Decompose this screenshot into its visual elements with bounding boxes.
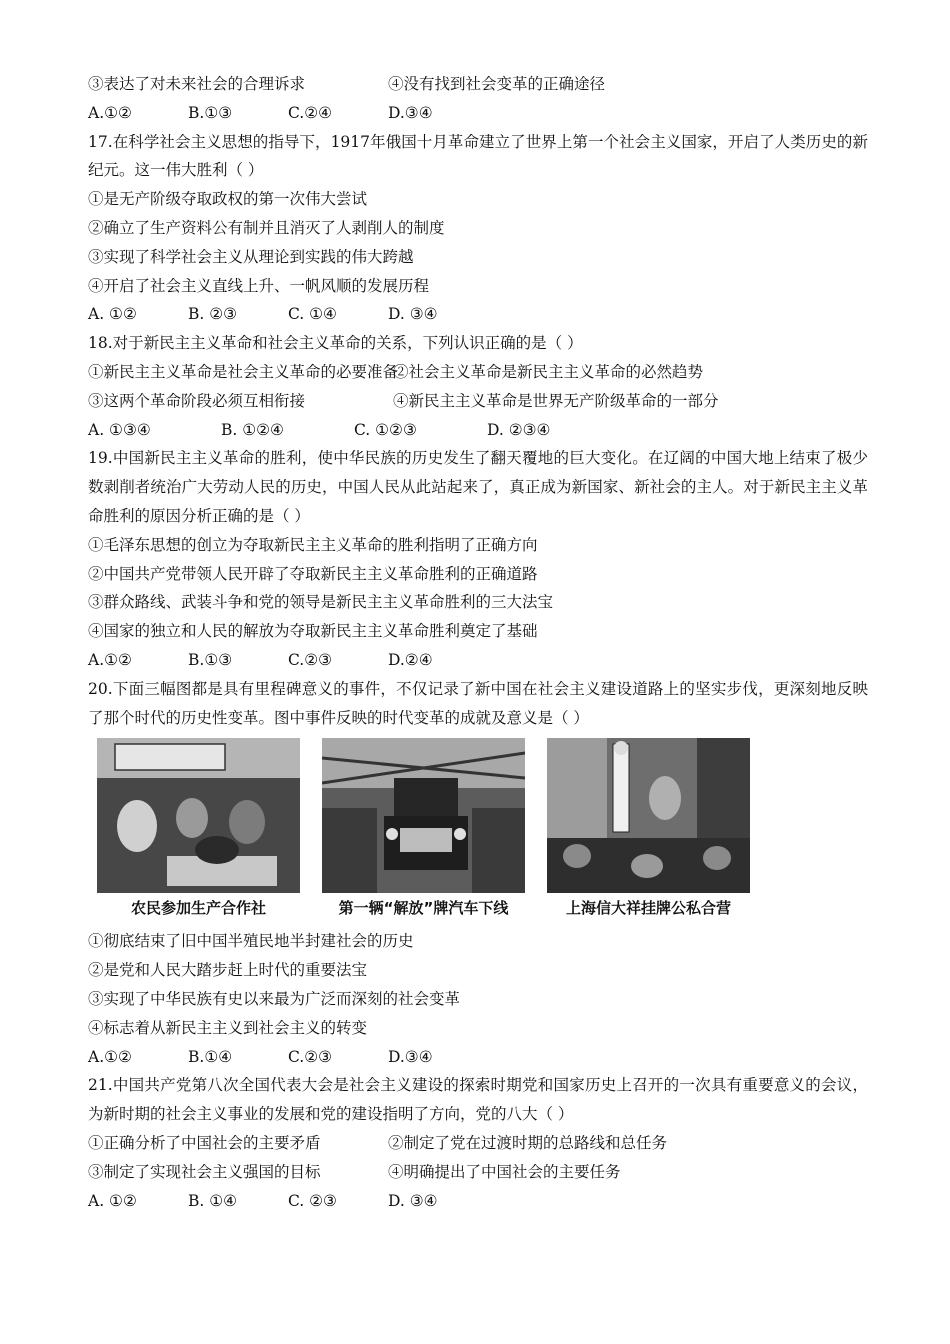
q21-item-4: ④明确提出了中国社会的主要任务 <box>388 1162 621 1181</box>
q21-choice-a[interactable]: A. ①② <box>88 1191 137 1210</box>
q19-item-4: ④国家的独立和人民的解放为夺取新民主主义革命胜利奠定了基础 <box>88 622 538 641</box>
photo-cooperative-image <box>97 738 300 893</box>
photo-jiefang-truck <box>322 738 525 919</box>
q18-item-1: ①新民主主义革命是社会主义革命的必要准备 <box>88 362 399 381</box>
exam-page <box>88 70 868 1215</box>
q17-choices <box>88 300 868 329</box>
q20-choice-d[interactable]: D.③④ <box>388 1047 433 1066</box>
q19-choice-c[interactable]: C.②③ <box>288 650 333 669</box>
q17-stem: 17.在科学社会主义思想的指导下，1917年俄国十月革命建立了世界上第一个社会主义国家，开启了人类历史的新纪元。这一伟大胜利（ ） <box>88 132 868 180</box>
caption-jiefang-truck: 第一辆“解放”牌汽车下线 <box>338 899 509 918</box>
q21-choices <box>88 1187 868 1216</box>
q16-choice-d[interactable]: D.③④ <box>388 103 433 122</box>
q17-item-3: ③实现了科学社会主义从理论到实践的伟大跨越 <box>88 247 414 266</box>
q17-item-2: ②确立了生产资料公有制并且消灭了人剥削人的制度 <box>88 218 445 237</box>
q18-choice-c[interactable]: C. ①②③ <box>354 420 417 439</box>
q20-item-2: ②是党和人民大踏步赶上时代的重要法宝 <box>88 961 368 980</box>
q19-stem: 19.中国新民主主义革命的胜利，使中华民族的历史发生了翻天覆地的巨大变化。在辽阔的中国大地上结束了极少数剥削者统治广大劳动人民的历史，中国人民从此站起来了，真正成为新国家、新社会的主人。对于新民主主义革命胜利的原因分析正确的是（ ） <box>88 449 868 525</box>
q21-options-row-2 <box>88 1158 868 1187</box>
q19-item-3: ③群众路线、武装斗争和党的领导是新民主主义革命胜利的三大法宝 <box>88 593 554 612</box>
q18-item-3: ③这两个革命阶段必须互相衔接 <box>88 391 306 410</box>
q17-item-1: ①是无产阶级夺取政权的第一次伟大尝试 <box>88 190 368 209</box>
photo-xindaxiang <box>547 738 750 919</box>
q19-choice-d[interactable]: D.②④ <box>388 650 433 669</box>
q18-item-2: ②社会主义革命是新民主主义革命的必然趋势 <box>393 362 704 381</box>
q20-choices <box>88 1043 868 1072</box>
q18-choice-a[interactable]: A. ①③④ <box>88 420 151 439</box>
q20-choice-c[interactable]: C.②③ <box>288 1047 333 1066</box>
q19-item-2: ②中国共产党带领人民开辟了夺取新民主主义革命胜利的正确道路 <box>88 564 538 583</box>
q19-choice-b[interactable]: B.①③ <box>188 650 233 669</box>
q16-item-4: ④没有找到社会变革的正确途径 <box>388 75 606 93</box>
q16-choice-b[interactable]: B.①③ <box>188 103 233 122</box>
q20-choice-a[interactable]: A.①② <box>88 1047 132 1066</box>
q16-item-3: ③表达了对未来社会的合理诉求 <box>88 75 306 93</box>
q21-choice-d[interactable]: D. ③④ <box>388 1191 438 1210</box>
q17-choice-d[interactable]: D. ③④ <box>388 305 438 324</box>
caption-cooperative: 农民参加生产合作社 <box>130 899 266 918</box>
q19-choice-a[interactable]: A.①② <box>88 650 132 669</box>
q18-stem: 18.对于新民主主义革命和社会主义革命的关系，下列认识正确的是（ ） <box>88 334 583 353</box>
q18-item-4: ④新民主主义革命是世界无产阶级革命的一部分 <box>393 391 719 410</box>
q18-choice-b[interactable]: B. ①②④ <box>221 420 284 439</box>
q16-choice-c[interactable]: C.②④ <box>288 103 333 122</box>
q17-choice-a[interactable]: A. ①② <box>88 305 137 324</box>
q20-item-1: ①彻底结束了旧中国半殖民地半封建社会的历史 <box>88 932 414 951</box>
q21-choice-c[interactable]: C. ②③ <box>288 1191 337 1210</box>
q19-item-1: ①毛泽东思想的创立为夺取新民主主义革命的胜利指明了正确方向 <box>88 535 538 554</box>
q21-item-1: ①正确分析了中国社会的主要矛盾 <box>88 1133 321 1152</box>
q18-choice-d[interactable]: D. ②③④ <box>487 420 551 439</box>
q17-choice-b[interactable]: B. ②③ <box>188 305 238 324</box>
caption-xindaxiang: 上海信大祥挂牌公私合营 <box>565 899 731 918</box>
photo-cooperative <box>97 738 300 919</box>
q17-choice-c[interactable]: C. ①④ <box>288 305 337 324</box>
q18-options-row-1 <box>88 358 868 387</box>
photo-xindaxiang-image <box>547 738 750 893</box>
q20-item-3: ③实现了中华民族有史以来最为广泛而深刻的社会变革 <box>88 989 461 1008</box>
q20-stem: 20.下面三幅图都是具有里程碑意义的事件，不仅记录了新中国在社会主义建设道路上的坚实步伐，更深刻地反映了那个时代的历史性变革。图中事件反映的时代变革的成就及意义是（ ） <box>88 679 868 727</box>
q21-item-2: ②制定了党在过渡时期的总路线和总任务 <box>388 1133 668 1152</box>
q19-choices <box>88 646 868 675</box>
q20-choice-b[interactable]: B.①④ <box>188 1047 233 1066</box>
q20-item-4: ④标志着从新民主主义到社会主义的转变 <box>88 1018 368 1037</box>
q21-stem: 21.中国共产党第八次全国代表大会是社会主义建设的探索时期党和国家历史上召开的一次具有重要意义的会议，为新时期的社会主义事业的发展和党的建设指明了方向，党的八大（ ） <box>88 1076 868 1124</box>
q16-choices <box>88 99 868 128</box>
q21-item-3: ③制定了实现社会主义强国的目标 <box>88 1162 321 1181</box>
photo-jiefang-truck-image <box>322 738 525 893</box>
q20-photo-strip <box>97 738 868 919</box>
q17-item-4: ④开启了社会主义直线上升、一帆风顺的发展历程 <box>88 276 430 295</box>
q16-options-row <box>88 70 868 99</box>
q18-options-row-2 <box>88 387 868 416</box>
q16-choice-a[interactable]: A.①② <box>88 103 132 122</box>
q21-options-row-1 <box>88 1129 868 1158</box>
q18-choices <box>88 416 868 445</box>
q21-choice-b[interactable]: B. ①④ <box>188 1191 238 1210</box>
